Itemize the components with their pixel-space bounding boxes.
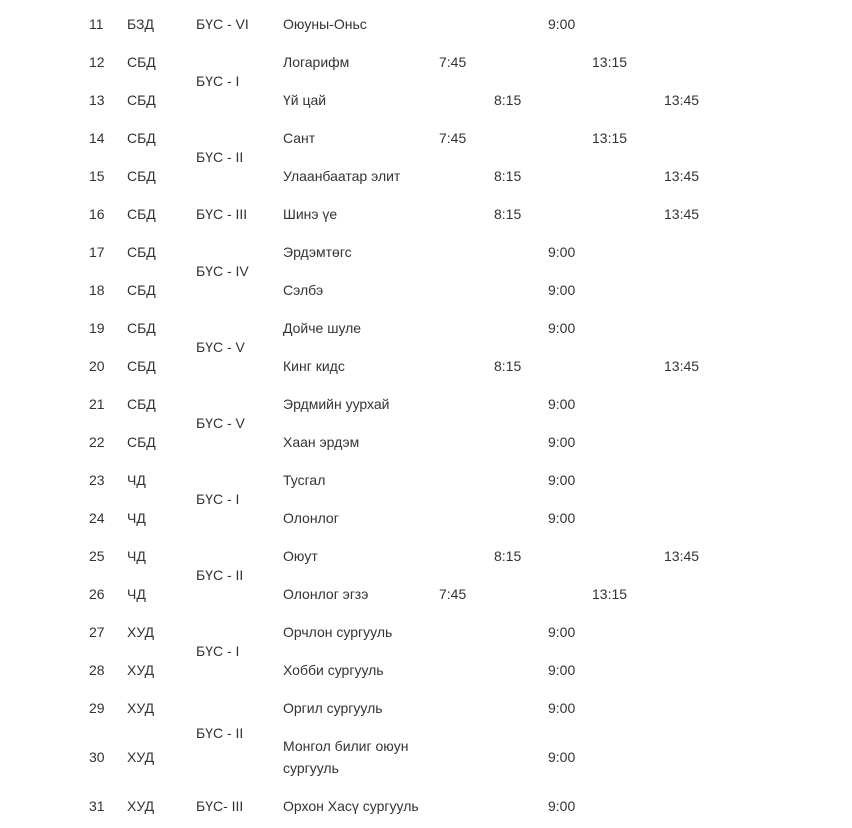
district-code: СБД <box>127 396 156 412</box>
school-name: Оргил сургууль <box>283 700 383 716</box>
district-code: СБД <box>127 282 156 298</box>
school-name: Монгол билиг оюун сургууль <box>283 738 409 776</box>
time-900: 9:00 <box>548 749 576 765</box>
row-number: 28 <box>89 662 105 678</box>
row-number: 22 <box>89 434 105 450</box>
school-name: Дойче шуле <box>283 320 362 336</box>
bus-zone-label: БҮС - I <box>196 491 240 507</box>
bus-zone-label: БҮС - I <box>196 643 240 659</box>
time-1345: 13:45 <box>664 168 700 184</box>
time-815: 8:15 <box>494 548 522 564</box>
row-number: 20 <box>89 358 105 374</box>
time-1315: 13:15 <box>592 130 628 146</box>
school-name: Шинэ үе <box>283 206 338 222</box>
district-code: ЧД <box>127 510 146 526</box>
time-815: 8:15 <box>494 92 522 108</box>
row-number: 26 <box>89 586 105 602</box>
time-745: 7:45 <box>439 130 467 146</box>
district-code: ХУД <box>127 700 155 716</box>
school-name: Эрдмийн уурхай <box>283 396 390 412</box>
school-name: Тусгал <box>283 472 326 488</box>
district-code: СБД <box>127 320 156 336</box>
row-number: 24 <box>89 510 105 526</box>
district-code: СБД <box>127 358 156 374</box>
district-code: СБД <box>127 206 156 222</box>
time-1345: 13:45 <box>664 206 700 222</box>
school-name: Сэлбэ <box>283 282 324 298</box>
time-900: 9:00 <box>548 16 576 32</box>
school-name: Оюуны-Оньс <box>283 16 367 32</box>
school-name: Сант <box>283 130 316 146</box>
time-900: 9:00 <box>548 244 576 260</box>
time-745: 7:45 <box>439 586 467 602</box>
school-name: Хаан эрдэм <box>283 434 360 450</box>
time-900: 9:00 <box>548 434 576 450</box>
time-745: 7:45 <box>439 54 467 70</box>
district-code: ХУД <box>127 798 155 814</box>
time-900: 9:00 <box>548 510 576 526</box>
bus-zone-label: БҮС - VI <box>196 16 249 32</box>
time-1345: 13:45 <box>664 358 700 374</box>
time-900: 9:00 <box>548 396 576 412</box>
time-815: 8:15 <box>494 168 522 184</box>
time-900: 9:00 <box>548 472 576 488</box>
row-number: 31 <box>89 798 105 814</box>
row-number: 25 <box>89 548 105 564</box>
district-code: ЧД <box>127 472 146 488</box>
bus-zone-label: БҮС - II <box>196 567 244 583</box>
time-900: 9:00 <box>548 700 576 716</box>
bus-zone-label: БҮС - II <box>196 724 244 741</box>
time-900: 9:00 <box>548 320 576 336</box>
time-900: 9:00 <box>548 798 576 814</box>
row-number: 27 <box>89 624 105 640</box>
row-number: 15 <box>89 168 105 184</box>
row-number: 19 <box>89 320 105 336</box>
row-number: 29 <box>89 700 105 716</box>
time-1315: 13:15 <box>592 586 628 602</box>
time-1345: 13:45 <box>664 548 700 564</box>
district-code: СБД <box>127 54 156 70</box>
time-815: 8:15 <box>494 206 522 222</box>
district-code: СБД <box>127 130 156 146</box>
district-code: СБД <box>127 168 156 184</box>
row-number: 17 <box>89 244 105 260</box>
district-code: СБД <box>127 244 156 260</box>
district-code: ХУД <box>127 662 155 678</box>
row-number: 12 <box>89 54 105 70</box>
school-name: Улаанбаатар элит <box>283 168 401 184</box>
bus-zone-label: БҮС - III <box>196 206 248 222</box>
row-number: 30 <box>89 749 105 765</box>
district-code: СБД <box>127 92 156 108</box>
school-name: Олонлог эгзэ <box>283 586 369 602</box>
district-code: СБД <box>127 434 156 450</box>
district-code: ЧД <box>127 548 146 564</box>
bus-zone-label: БҮС - V <box>196 415 245 431</box>
bus-zone-label: БҮС - II <box>196 149 244 165</box>
row-number: 23 <box>89 472 105 488</box>
district-code: ХУД <box>127 624 155 640</box>
school-name: Оюут <box>283 548 318 564</box>
bus-zone-label: БҮС - V <box>196 339 245 355</box>
school-name: Орчлон сургууль <box>283 624 393 640</box>
school-name: Хобби сургууль <box>283 662 384 678</box>
row-number: 13 <box>89 92 105 108</box>
school-name: Үй цай <box>283 92 327 108</box>
school-name: Олонлог <box>283 510 339 526</box>
bus-zone-label: БҮС - I <box>196 73 240 89</box>
school-name: Эрдэмтөгс <box>283 244 352 260</box>
time-900: 9:00 <box>548 662 576 678</box>
district-code: ЧД <box>127 586 146 602</box>
bus-zone-label: БҮС- III <box>196 798 244 814</box>
time-900: 9:00 <box>548 282 576 298</box>
school-name: Логарифм <box>283 54 350 70</box>
school-name: Кинг кидс <box>283 358 345 374</box>
time-815: 8:15 <box>494 358 522 374</box>
district-code: ХУД <box>127 749 155 765</box>
district-code: БЗД <box>127 16 154 32</box>
bus-zone-label: БҮС - IV <box>196 263 249 279</box>
time-900: 9:00 <box>548 624 576 640</box>
row-number: 14 <box>89 130 105 146</box>
row-number: 16 <box>89 206 105 222</box>
row-number: 11 <box>89 16 104 32</box>
row-number: 18 <box>89 282 105 298</box>
school-name: Орхон Хасү сургууль <box>283 798 419 814</box>
time-1315: 13:15 <box>592 54 628 70</box>
time-1345: 13:45 <box>664 92 700 108</box>
row-number: 21 <box>89 396 105 412</box>
